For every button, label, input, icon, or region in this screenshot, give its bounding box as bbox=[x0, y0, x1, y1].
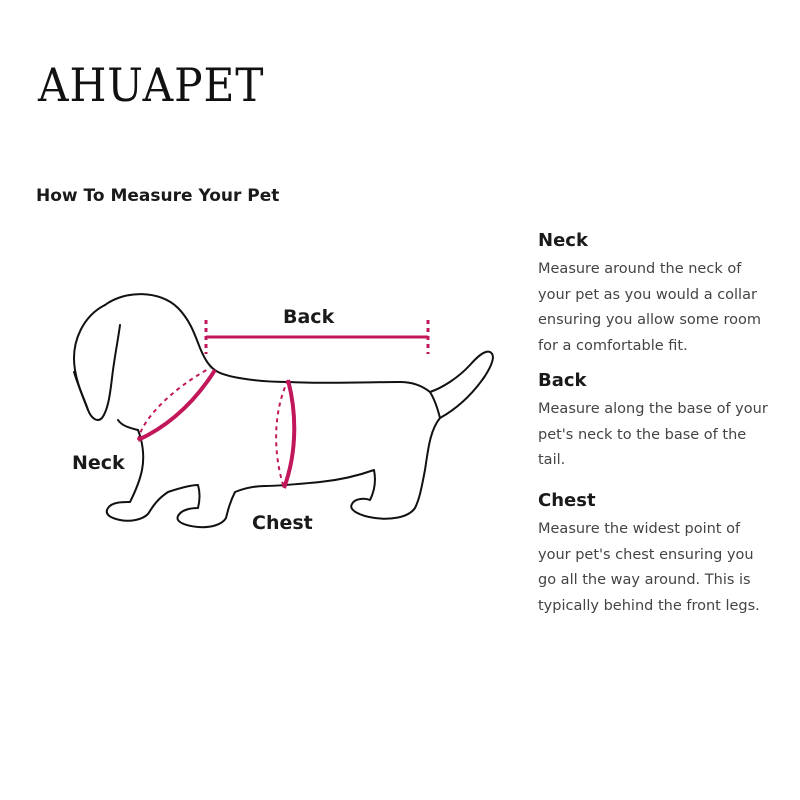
brand-logo: AHUAPET bbox=[38, 58, 265, 112]
info-body: Measure along the base of your pet's neck to the base of the tail. bbox=[538, 401, 768, 468]
info-heading: Neck bbox=[538, 230, 588, 251]
info-body: Measure around the neck of your pet as you would a collar ensuring you allow some room for a comfortable fit. bbox=[538, 261, 761, 354]
info-body: Measure the widest point of your pet's chest ensuring you go all the way around. This is typically behind the front legs. bbox=[538, 521, 760, 614]
info-heading: Back bbox=[538, 370, 587, 391]
info-section-chest bbox=[538, 490, 788, 619]
diagram-label-back: Back bbox=[283, 306, 335, 328]
panel-title: How To Measure Your Pet bbox=[36, 186, 280, 206]
info-heading: Chest bbox=[538, 490, 596, 511]
diagram-label-chest: Chest bbox=[252, 512, 313, 534]
info-section-back bbox=[538, 370, 788, 474]
info-section-neck bbox=[538, 230, 788, 359]
diagram-label-neck: Neck bbox=[72, 452, 125, 474]
